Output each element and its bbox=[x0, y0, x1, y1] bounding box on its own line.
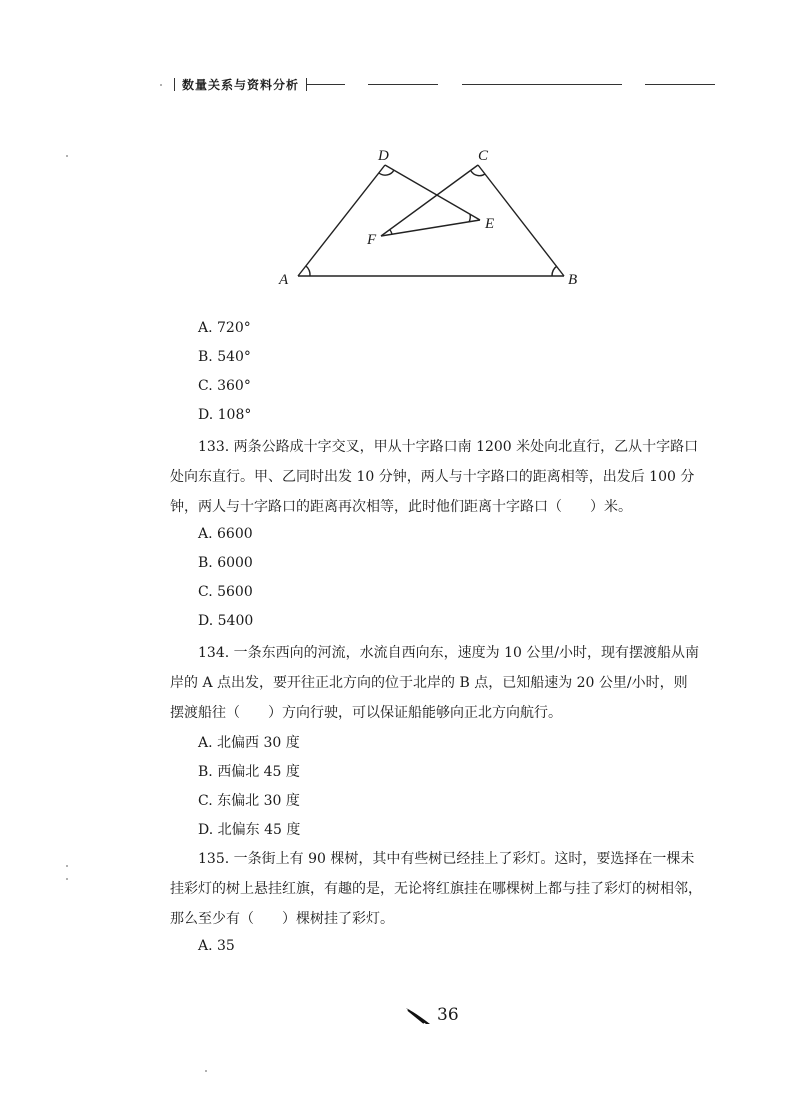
quill-icon bbox=[404, 1006, 432, 1026]
q135-line-2: 挂彩灯的树上悬挂红旗，有趣的是，无论将红旗挂在哪棵树上都与挂了彩灯的树相邻， bbox=[170, 881, 702, 897]
q135-line-3: 那么至少有（ ）棵树挂了彩灯。 bbox=[170, 911, 394, 927]
q133-option-c: C. 5600 bbox=[198, 584, 253, 600]
angle-arc-a bbox=[306, 266, 310, 276]
page-header bbox=[0, 0, 800, 110]
segment-fc bbox=[381, 165, 478, 236]
label-c: C bbox=[478, 148, 489, 164]
label-e: E bbox=[485, 216, 495, 232]
header-rule-1 bbox=[307, 84, 345, 85]
q133-option-a: A. 6600 bbox=[198, 526, 253, 542]
q134-line-1: 134. 一条东西向的河流，水流自西向东，速度为 10 公里/小时，现有摆渡船从南 bbox=[198, 645, 700, 661]
header-dash-mark bbox=[160, 84, 162, 86]
header-rule-2 bbox=[368, 84, 438, 85]
label-b: B bbox=[568, 272, 578, 288]
label-a: A bbox=[279, 272, 289, 288]
header-title: 数量关系与资料分析 bbox=[182, 78, 300, 92]
q132-option-b: B. 540° bbox=[198, 349, 251, 365]
angle-arc-f bbox=[390, 230, 392, 234]
q134-line-3: 摆渡船往（ ）方向行驶，可以保证船能够向正北方向航行。 bbox=[170, 705, 562, 721]
q134-option-b: B. 西偏北 45 度 bbox=[198, 764, 300, 780]
header-rule-3 bbox=[462, 84, 622, 85]
q132-option-d: D. 108° bbox=[198, 407, 252, 423]
header-left-bar bbox=[174, 78, 175, 91]
angle-arc-b bbox=[552, 266, 557, 276]
scan-speck bbox=[66, 878, 68, 880]
scan-speck bbox=[66, 155, 68, 157]
scan-speck bbox=[205, 1070, 207, 1072]
q134-line-2: 岸的 A 点出发，要开往正北方向的位于北岸的 B 点，已知船速为 20 公里/小时，则 bbox=[170, 675, 688, 691]
q132-option-c: C. 360° bbox=[198, 378, 251, 394]
segment-ad bbox=[298, 165, 385, 276]
label-f: F bbox=[367, 232, 377, 248]
segment-ef bbox=[381, 220, 480, 236]
scan-speck bbox=[66, 865, 68, 867]
label-d: D bbox=[378, 148, 389, 164]
angle-arc-e bbox=[469, 214, 470, 222]
q134-option-d: D. 北偏东 45 度 bbox=[198, 822, 301, 838]
q133-option-d: D. 5400 bbox=[198, 613, 254, 629]
q133-line-1: 133. 两条公路成十字交叉，甲从十字路口南 1200 米处向北直行，乙从十字路口 bbox=[198, 439, 699, 455]
q135-option-a: A. 35 bbox=[198, 938, 235, 954]
geometry-figure bbox=[270, 140, 590, 290]
q134-option-a: A. 北偏西 30 度 bbox=[198, 735, 300, 751]
q133-option-b: B. 6000 bbox=[198, 555, 253, 571]
q135-line-1: 135. 一条街上有 90 棵树，其中有些树已经挂上了彩灯。这时，要选择在一棵未 bbox=[198, 851, 695, 867]
header-rule-4 bbox=[645, 84, 715, 85]
q132-option-a: A. 720° bbox=[198, 320, 251, 336]
q134-option-c: C. 东偏北 30 度 bbox=[198, 793, 300, 809]
q133-line-3: 钟，两人与十字路口的距离再次相等，此时他们距离十字路口（ ）米。 bbox=[170, 499, 632, 515]
page-number: 36 bbox=[437, 1005, 459, 1025]
q133-line-2: 处向东直行。甲、乙同时出发 10 分钟，两人与十字路口的距离相等，出发后 100 分 bbox=[170, 469, 695, 485]
